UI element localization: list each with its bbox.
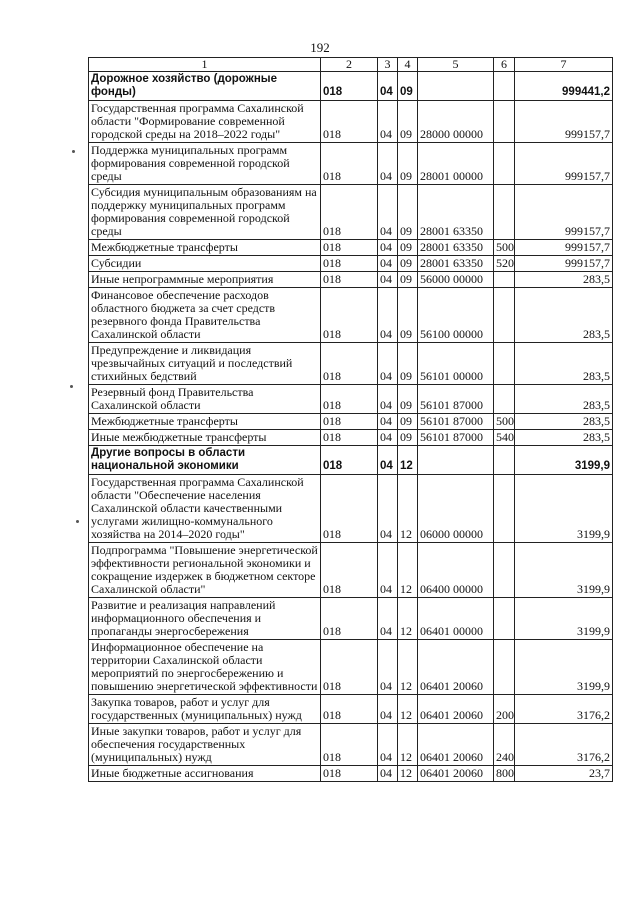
cell-c4: 09 (398, 385, 418, 414)
cell-c4: 12 (398, 598, 418, 640)
cell-name: Дорожное хозяйство (дорожные фонды) (89, 72, 321, 101)
cell-amount: 23,7 (515, 766, 613, 782)
header-col-6: 6 (494, 58, 515, 72)
table-row (89, 695, 613, 724)
cell-c5 (418, 72, 494, 101)
cell-c6: 520 (494, 256, 515, 272)
cell-c4: 12 (398, 640, 418, 695)
cell-c2: 018 (321, 543, 378, 598)
cell-name: Иные закупки товаров, работ и услуг для обеспечения государственных (муниципальных) нужд (89, 724, 321, 766)
cell-c3: 04 (378, 240, 398, 256)
table-row (89, 543, 613, 598)
cell-c6 (494, 288, 515, 343)
cell-c2: 018 (321, 288, 378, 343)
cell-amount: 3199,9 (515, 598, 613, 640)
cell-c4: 09 (398, 72, 418, 101)
cell-c4: 09 (398, 240, 418, 256)
cell-name: Поддержка муниципальных программ формирования современной городской среды (89, 143, 321, 185)
cell-c3: 04 (378, 143, 398, 185)
cell-c5: 56101 00000 (418, 343, 494, 385)
cell-c4: 09 (398, 101, 418, 143)
cell-c3: 04 (378, 288, 398, 343)
cell-c2: 018 (321, 256, 378, 272)
cell-name: Закупка товаров, работ и услуг для государственных (муниципальных) нужд (89, 695, 321, 724)
cell-c3: 04 (378, 724, 398, 766)
cell-c5: 28001 00000 (418, 143, 494, 185)
cell-name: Межбюджетные трансферты (89, 414, 321, 430)
cell-c6 (494, 543, 515, 598)
cell-c3: 04 (378, 343, 398, 385)
table-row (89, 385, 613, 414)
cell-amount: 3199,9 (515, 446, 613, 475)
header-col-2: 2 (321, 58, 378, 72)
cell-name: Субсидия муниципальным образованиям на поддержку муниципальных программ формирования современной городской среды (89, 185, 321, 240)
table-row (89, 272, 613, 288)
cell-c6 (494, 446, 515, 475)
cell-c4: 09 (398, 430, 418, 446)
cell-c3: 04 (378, 640, 398, 695)
cell-name: Иные непрограммные мероприятия (89, 272, 321, 288)
table-row (89, 343, 613, 385)
table-row (89, 240, 613, 256)
cell-c4: 12 (398, 724, 418, 766)
table-row (89, 766, 613, 782)
cell-name: Межбюджетные трансферты (89, 240, 321, 256)
cell-name: Информационное обеспечение на территории Сахалинской области мероприятий по энергосбережению и повышению энергетической эффективности (89, 640, 321, 695)
cell-c3: 04 (378, 256, 398, 272)
cell-amount: 3199,9 (515, 543, 613, 598)
cell-c6: 500 (494, 414, 515, 430)
cell-c4: 09 (398, 185, 418, 240)
cell-amount: 283,5 (515, 272, 613, 288)
cell-amount: 3199,9 (515, 640, 613, 695)
cell-c2: 018 (321, 598, 378, 640)
cell-name: Другие вопросы в области национальной экономики (89, 446, 321, 475)
cell-amount: 999157,7 (515, 256, 613, 272)
cell-c2: 018 (321, 475, 378, 543)
cell-name: Подпрограмма "Повышение энергетической эффективности региональной экономики и сокращение издержек в бюджетном секторе Сахалинской области" (89, 543, 321, 598)
cell-amount: 999157,7 (515, 185, 613, 240)
cell-amount: 3176,2 (515, 724, 613, 766)
cell-c3: 04 (378, 543, 398, 598)
cell-c5: 06401 20060 (418, 724, 494, 766)
header-col-7: 7 (515, 58, 613, 72)
cell-name: Иные межбюджетные трансферты (89, 430, 321, 446)
margin-dot (76, 520, 79, 523)
cell-c3: 04 (378, 598, 398, 640)
cell-c2: 018 (321, 414, 378, 430)
cell-amount: 283,5 (515, 430, 613, 446)
cell-c3: 04 (378, 185, 398, 240)
cell-c2: 018 (321, 430, 378, 446)
cell-c5: 28001 63350 (418, 256, 494, 272)
cell-c4: 12 (398, 695, 418, 724)
cell-c2: 018 (321, 185, 378, 240)
header-row (89, 58, 613, 72)
table-row (89, 475, 613, 543)
cell-name: Государственная программа Сахалинской области "Обеспечение населения Сахалинской области качественными услугами жилищно-коммунального хозяйства на 2014–2020 годы" (89, 475, 321, 543)
cell-amount: 283,5 (515, 343, 613, 385)
cell-c4: 12 (398, 446, 418, 475)
cell-c6 (494, 72, 515, 101)
cell-c6: 800 (494, 766, 515, 782)
cell-c2: 018 (321, 385, 378, 414)
cell-c4: 09 (398, 256, 418, 272)
cell-c6: 500 (494, 240, 515, 256)
cell-name: Резервный фонд Правительства Сахалинской области (89, 385, 321, 414)
cell-c5: 56101 87000 (418, 430, 494, 446)
cell-c6: 540 (494, 430, 515, 446)
cell-c6 (494, 143, 515, 185)
header-col-5: 5 (418, 58, 494, 72)
cell-c5: 06401 00000 (418, 598, 494, 640)
cell-amount: 3176,2 (515, 695, 613, 724)
cell-c2: 018 (321, 446, 378, 475)
cell-c6 (494, 598, 515, 640)
table-row (89, 288, 613, 343)
cell-c3: 04 (378, 695, 398, 724)
cell-c2: 018 (321, 143, 378, 185)
cell-c2: 018 (321, 72, 378, 101)
cell-c5: 56000 00000 (418, 272, 494, 288)
cell-c3: 04 (378, 414, 398, 430)
table-row (89, 256, 613, 272)
cell-c2: 018 (321, 640, 378, 695)
table-row (89, 143, 613, 185)
cell-c3: 04 (378, 430, 398, 446)
cell-name: Предупреждение и ликвидация чрезвычайных ситуаций и последствий стихийных бедствий (89, 343, 321, 385)
cell-c5: 06400 00000 (418, 543, 494, 598)
cell-amount: 283,5 (515, 288, 613, 343)
cell-c4: 09 (398, 143, 418, 185)
cell-c3: 04 (378, 72, 398, 101)
cell-c6: 240 (494, 724, 515, 766)
table-row (89, 414, 613, 430)
cell-c5: 06401 20060 (418, 695, 494, 724)
cell-c3: 04 (378, 475, 398, 543)
cell-c2: 018 (321, 695, 378, 724)
cell-c3: 04 (378, 766, 398, 782)
cell-c4: 12 (398, 475, 418, 543)
cell-c4: 09 (398, 414, 418, 430)
table-row (89, 430, 613, 446)
cell-c4: 12 (398, 766, 418, 782)
table-row (89, 724, 613, 766)
table-row (89, 446, 613, 475)
cell-amount: 3199,9 (515, 475, 613, 543)
table-row (89, 640, 613, 695)
cell-name: Развитие и реализация направлений информационного обеспечения и пропаганды энергосбережения (89, 598, 321, 640)
cell-c6 (494, 640, 515, 695)
cell-c5: 06000 00000 (418, 475, 494, 543)
cell-amount: 283,5 (515, 414, 613, 430)
cell-c6: 200 (494, 695, 515, 724)
cell-c6 (494, 385, 515, 414)
cell-c6 (494, 101, 515, 143)
margin-dot (72, 150, 75, 153)
cell-c5: 06401 20060 (418, 766, 494, 782)
cell-name: Финансовое обеспечение расходов областного бюджета за счет средств резервного фонда Правительства Сахалинской области (89, 288, 321, 343)
cell-c2: 018 (321, 240, 378, 256)
cell-c2: 018 (321, 272, 378, 288)
table-row (89, 72, 613, 101)
cell-c6 (494, 475, 515, 543)
cell-amount: 999157,7 (515, 143, 613, 185)
cell-c6 (494, 185, 515, 240)
cell-c4: 09 (398, 288, 418, 343)
budget-table (88, 57, 613, 782)
cell-c5: 28000 00000 (418, 101, 494, 143)
cell-amount: 999157,7 (515, 240, 613, 256)
cell-name: Государственная программа Сахалинской области "Формирование современной городской среды на 2018–2022 годы" (89, 101, 321, 143)
cell-amount: 999157,7 (515, 101, 613, 143)
table-row (89, 101, 613, 143)
margin-dot (70, 385, 73, 388)
cell-c5: 28001 63350 (418, 185, 494, 240)
cell-c5: 56100 00000 (418, 288, 494, 343)
cell-c3: 04 (378, 385, 398, 414)
cell-amount: 283,5 (515, 385, 613, 414)
cell-amount: 999441,2 (515, 72, 613, 101)
cell-c6 (494, 343, 515, 385)
header-col-3: 3 (378, 58, 398, 72)
cell-name: Иные бюджетные ассигнования (89, 766, 321, 782)
cell-c3: 04 (378, 272, 398, 288)
cell-c4: 09 (398, 272, 418, 288)
cell-c5: 28001 63350 (418, 240, 494, 256)
table-row (89, 185, 613, 240)
cell-name: Субсидии (89, 256, 321, 272)
cell-c4: 09 (398, 343, 418, 385)
cell-c2: 018 (321, 724, 378, 766)
cell-c2: 018 (321, 343, 378, 385)
cell-c5 (418, 446, 494, 475)
cell-c5: 06401 20060 (418, 640, 494, 695)
cell-c6 (494, 272, 515, 288)
page-number: 192 (310, 40, 330, 55)
header-col-4: 4 (398, 58, 418, 72)
table-row (89, 598, 613, 640)
table-body (89, 72, 613, 782)
cell-c3: 04 (378, 101, 398, 143)
cell-c2: 018 (321, 101, 378, 143)
cell-c5: 56101 87000 (418, 385, 494, 414)
cell-c4: 12 (398, 543, 418, 598)
cell-c3: 04 (378, 446, 398, 475)
header-col-1: 1 (89, 58, 321, 72)
cell-c2: 018 (321, 766, 378, 782)
cell-c5: 56101 87000 (418, 414, 494, 430)
